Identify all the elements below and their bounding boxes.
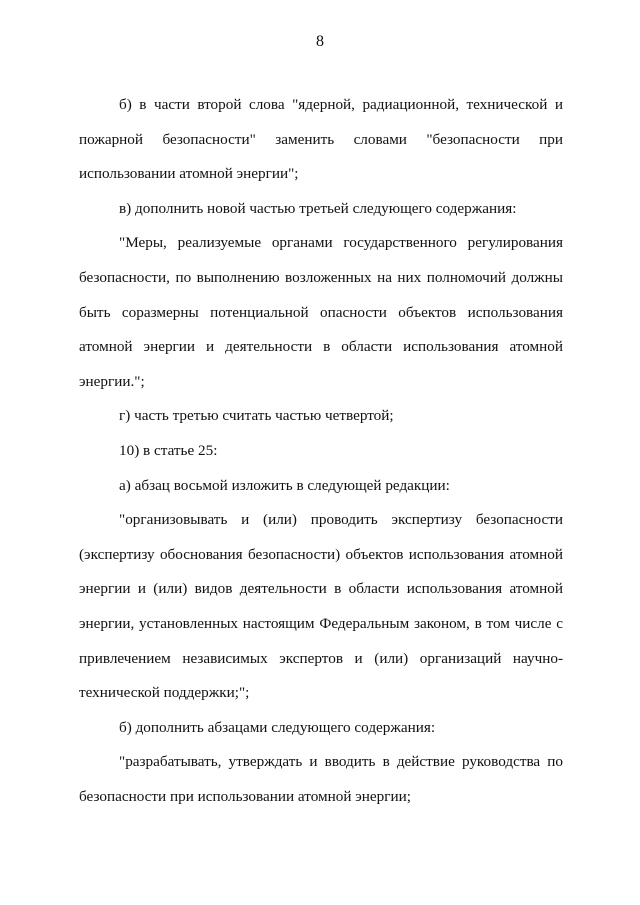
paragraph-guidelines-quote: "разрабатывать, утверждать и вводить в действие руководства по безопасности при использовании атомной энергии; (79, 753, 563, 805)
paragraph-article-25: 10) в статье 25: (119, 441, 218, 459)
document-body (79, 88, 563, 814)
paragraph-b-add-clauses: б) дополнить абзацами следующего содержания: (119, 718, 436, 736)
page-number: 8 (316, 33, 324, 50)
paragraph-v-add-part-three: в) дополнить новой частью третьей следующего содержания: (119, 199, 517, 217)
paragraph-expertise-quote: "организовывать и (или) проводить экспертизу безопасности (экспертизу обоснования безопасности) объектов использования атомной энергии и (или) видов деятельности в области использования атомной энергии, установленных настоящим Федеральным законом, в том числе с привлечением независимых экспертов и (или) организаций научно-технической поддержки;"; (79, 511, 563, 702)
paragraph-a-eighth-clause: а) абзац восьмой изложить в следующей редакции: (119, 476, 450, 494)
paragraph-g-renumber: г) часть третью считать частью четвертой; (119, 407, 394, 425)
paragraph-measures-quote: "Меры, реализуемые органами государственного регулирования безопасности, по выполнению возложенных на них полномочий должны быть соразмерны потенциальной опасности объектов использования атомной энергии и деятельности в области использования атомной энергии."; (79, 234, 563, 390)
paragraph-b-amend-part-two: б) в части второй слова "ядерной, радиационной, технической и пожарной безопасности" заменить словами "безопасности при использовании атомной энергии"; (79, 96, 563, 183)
